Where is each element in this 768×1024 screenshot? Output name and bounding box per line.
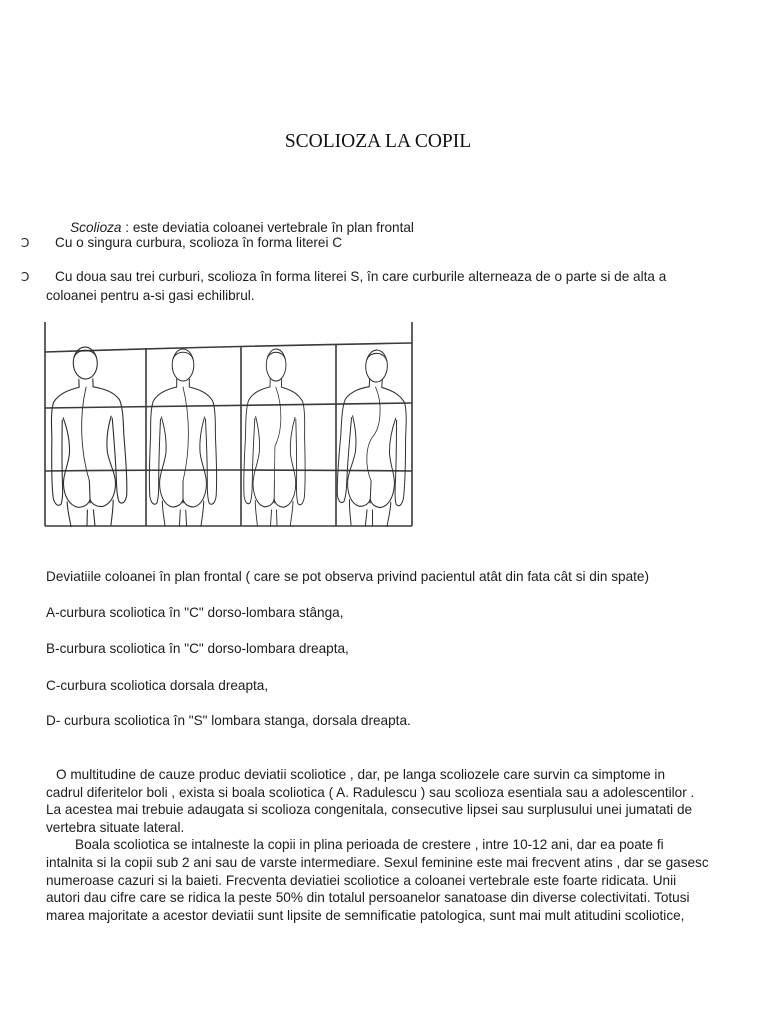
head: [365, 349, 388, 382]
spine-curve: [274, 387, 281, 481]
body-left-half: [48, 379, 91, 527]
paragraph-2-line: intalnita si la copii sub 2 ani sau de varste intermediare. Sexul feminine este mai frecvent atins , dar se gasesc: [46, 855, 709, 870]
grid-line: [45, 403, 412, 408]
body-right-half: [183, 379, 217, 526]
spine-curve: [80, 387, 89, 481]
gluteal-cleft: [89, 481, 90, 503]
curve-item-d: D- curbura scoliotica în "S" lombara stanga, dorsala dreapta.: [46, 713, 411, 728]
spine-curve: [183, 387, 188, 481]
paragraph-1-line: O multitudine de cauze produc deviatii scoliotice , dar, pe langa scoliozele care survin ca simptome in: [56, 767, 666, 782]
torso-figure-4: [335, 348, 411, 527]
gluteal-cleft: [370, 481, 371, 503]
body-right-half: [274, 379, 307, 527]
curve-item-a: A-curbura scoliotica în "C" dorso-lombara stânga,: [46, 605, 344, 620]
grid-line: [45, 343, 412, 352]
paragraph-2-line: autori dau cifre care se ridica la peste 50% din totalul persoanelor sanatoase din diverse colectivitati. Totusi: [46, 890, 690, 905]
torso-figure-1: [47, 346, 128, 527]
definition-term: Scolioza: [70, 220, 122, 235]
curve-item-c: C-curbura scoliotica dorsala dreapta,: [46, 678, 269, 693]
bullet-icon: Ɔ: [21, 236, 30, 250]
deviations-intro: Deviatiile coloanei în plan frontal ( care se pot observa privind pacientul atât din fata cât si din spate): [46, 569, 649, 584]
torso-figure-3: [243, 348, 307, 526]
page-title: SCOLIOZA LA COPIL: [284, 131, 472, 152]
definition-text: : este deviatia coloanei vertebrale în plan frontal: [121, 220, 414, 235]
body-left-half: [335, 377, 376, 526]
paragraph-1-line: cadrul diferitelor boli , exista si boala scoliotica ( A. Radulescu ) sau scolioza esentiala sau a adolescentilor .: [46, 785, 695, 800]
paragraph-2-line: marea majoritate a acestor deviatii sunt lipsite de semnificatie patologica, sunt mai mult atitudini scoliotice,: [46, 908, 685, 923]
bullet-item-text: Cu o singura curbura, scolioza în forma literei C: [55, 235, 343, 250]
paragraph-1-line: vertebra situate lateral.: [46, 820, 185, 835]
bullet-icon: Ɔ: [21, 270, 30, 284]
paragraph-2-line: Boala scoliotica se intalneste la copii in plina perioada de crestere , intre 10-12 ani, dar ea poate fi: [75, 837, 664, 852]
head: [73, 347, 98, 380]
scoliosis-illustration: [44, 321, 414, 527]
curve-item-b: B-curbura scoliotica în "C" dorso-lombara dreapta,: [46, 641, 349, 656]
body-left-half: [243, 378, 276, 526]
paragraph-1-line: La acestea mai trebuie adaugata si scolioza congenitala, consecutive lipsei sau surplusului unei jumatati de: [46, 802, 693, 817]
body-right-half: [86, 378, 129, 526]
head: [172, 349, 194, 381]
torso-figure-2: [149, 349, 216, 526]
body-left-half: [149, 379, 183, 526]
paragraph-2-line: numeroase cazuri si la baieti. Frecventa deviatiei scoliotice a coloanei vertebrale este foarte ridicata. Unii: [46, 873, 677, 888]
grid-line: [45, 470, 412, 471]
bullet-item-text: Cu doua sau trei curburi, scolioza în forma literei S, în care curburile alterneaza de o parte si de alta a: [55, 269, 667, 284]
body-right-half: [369, 379, 410, 527]
head: [266, 349, 286, 381]
bullet-item-text: coloanei pentru a-si gasi echilibrul.: [46, 288, 255, 303]
spine-curve: [366, 387, 382, 482]
